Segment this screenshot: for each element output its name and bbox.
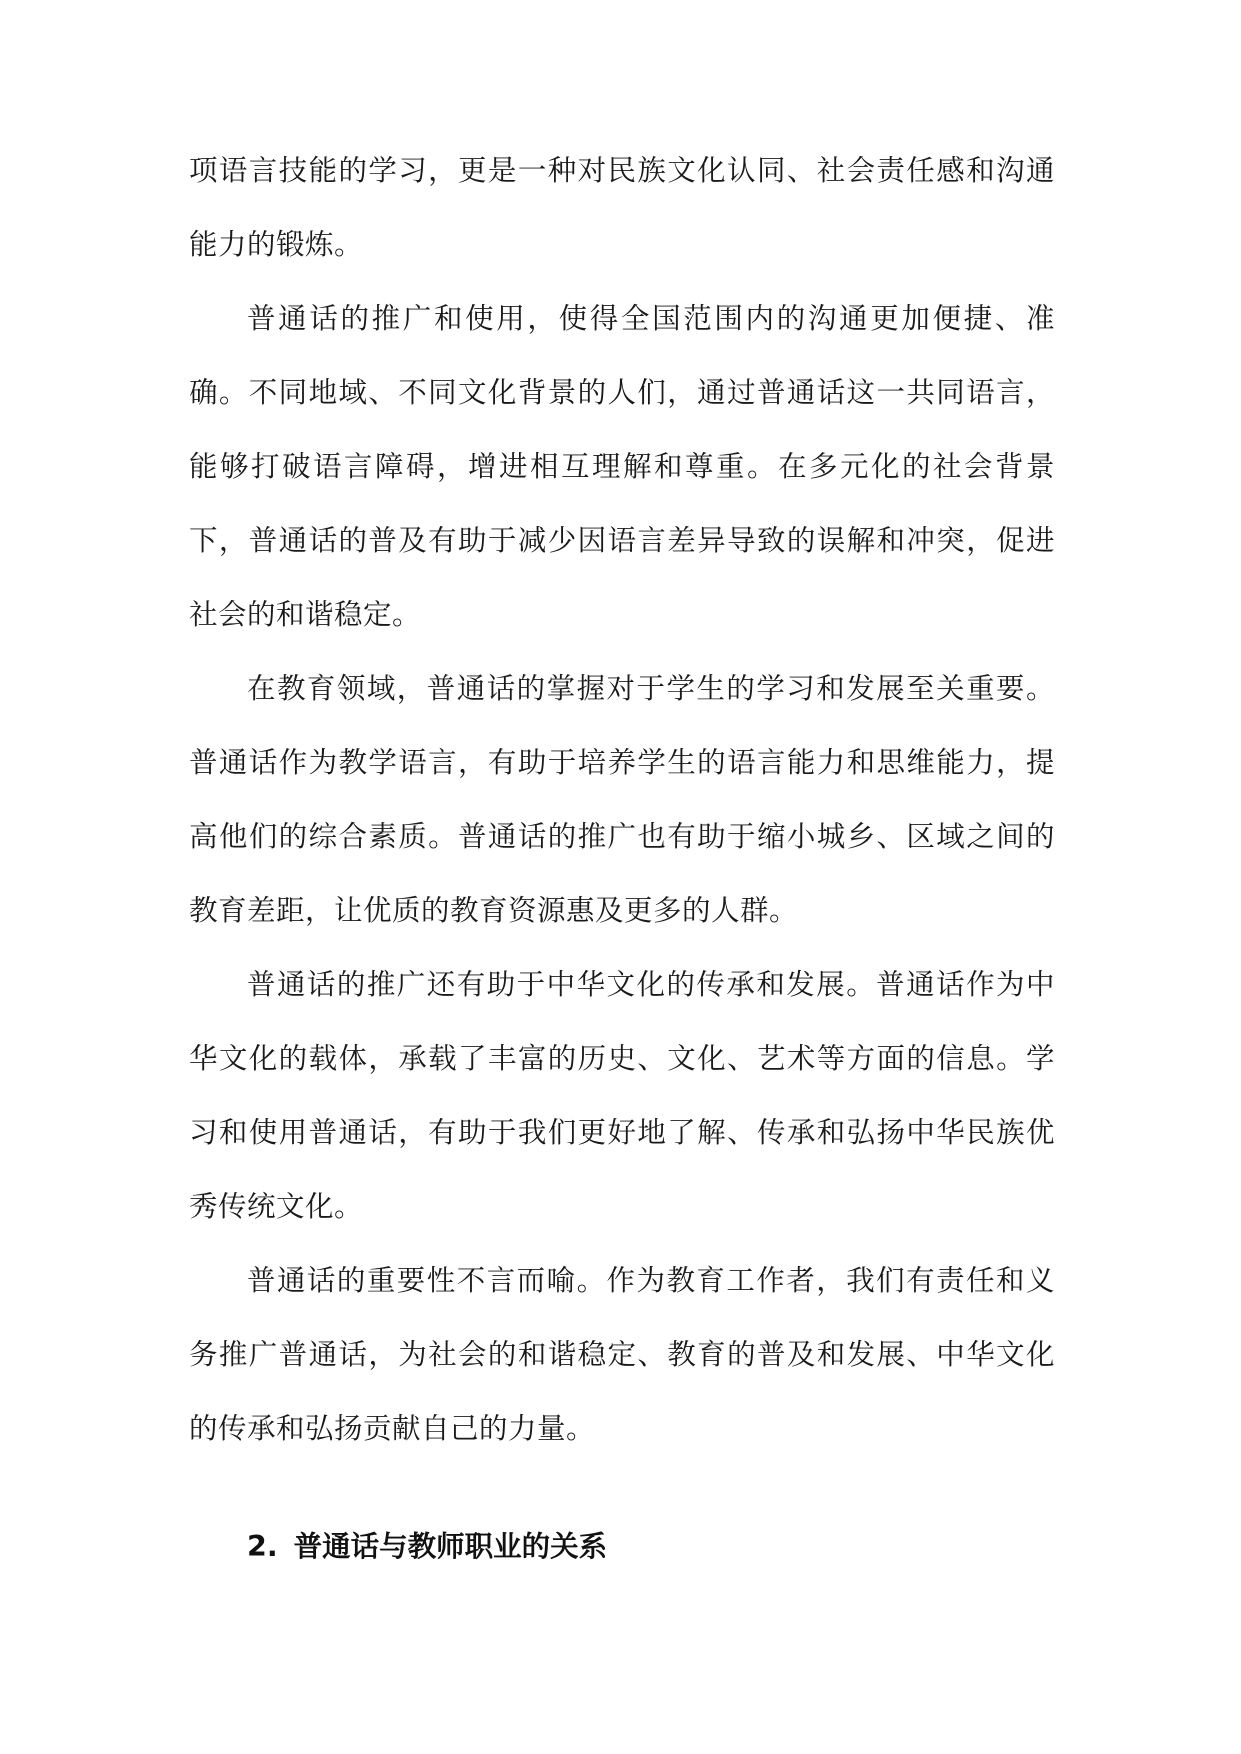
paragraph-continuation: 项语言技能的学习，更是一种对民族文化认同、社会责任感和沟通能力的锻炼。 bbox=[189, 154, 1055, 261]
section-title: 普通话与教师职业的关系 bbox=[293, 1530, 608, 1563]
section-number: 2. bbox=[247, 1530, 278, 1563]
paragraph-culture: 普通话的推广还有助于中华文化的传承和发展。普通话作为中华文化的载体，承载了丰富的历史、文化、艺术等方面的信息。学习和使用普通话，有助于我们更好地了解、传承和弘扬中华民族优秀传统文化。 bbox=[189, 968, 1055, 1223]
paragraph-communication: 普通话的推广和使用，使得全国范围内的沟通更加便捷、准确。不同地域、不同文化背景的人们，通过普通话这一共同语言，能够打破语言障碍，增进相互理解和尊重。在多元化的社会背景下，普通话的普及有助于减少因语言差异导致的误解和冲突，促进社会的和谐稳定。 bbox=[189, 302, 1055, 631]
section-heading bbox=[189, 1510, 1055, 1584]
paragraph-conclusion: 普通话的重要性不言而喻。作为教育工作者，我们有责任和义务推广普通话，为社会的和谐稳定、教育的普及和发展、中华文化的传承和弘扬贡献自己的力量。 bbox=[189, 1264, 1055, 1445]
document-body bbox=[189, 134, 1055, 1584]
paragraph-education: 在教育领域，普通话的掌握对于学生的学习和发展至关重要。普通话作为教学语言，有助于培养学生的语言能力和思维能力，提高他们的综合素质。普通话的推广也有助于缩小城乡、区域之间的教育差距，让优质的教育资源惠及更多的人群。 bbox=[189, 672, 1055, 927]
